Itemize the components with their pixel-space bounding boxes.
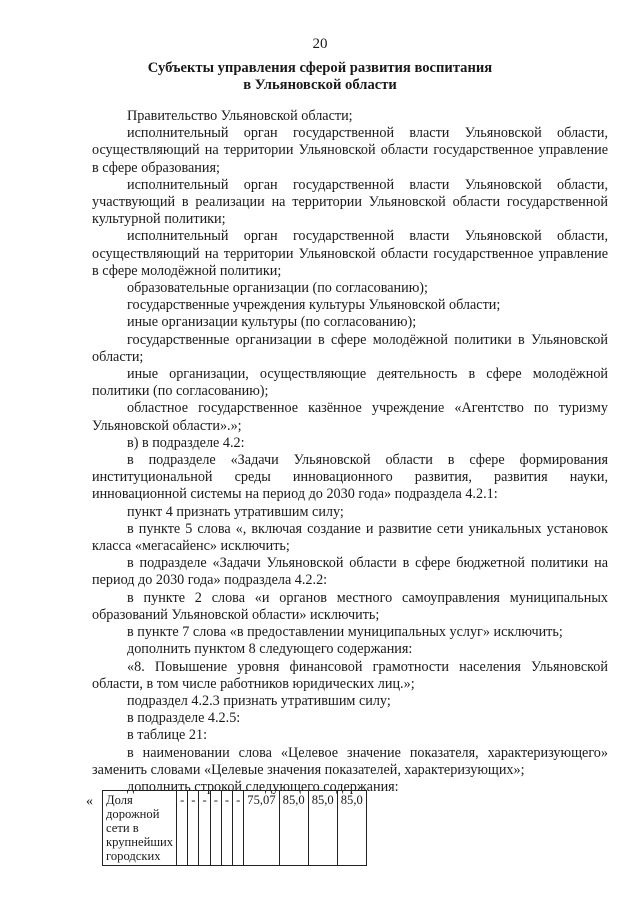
paragraph: в таблице 21: [127,727,208,744]
paragraph: иные организации культуры (по согласованию); [127,314,417,331]
table-cell: - [199,791,210,866]
paragraph: в) в подразделе 4.2: [127,434,245,451]
table-cell: 75,07 [244,791,279,866]
table-cell: 85,0 [337,791,366,866]
document-body [92,108,608,796]
paragraph: исполнительный орган государственной власти Ульяновской области, осуществляющий на территории Ульяновской области государственное управление в сфере молодёжной политики; [92,228,608,279]
heading-line-2: в Ульяновской области [243,77,397,93]
paragraph: «8. Повышение уровня финансовой грамотности населения Ульяновской области, в том числе работников юридических лиц.»; [92,658,608,692]
paragraph: Правительство Ульяновской области; [127,108,353,124]
paragraph: образовательные организации (по согласованию); [127,280,428,297]
paragraph: государственные организации в сфере молодёжной политики в Ульяновской области; [92,331,608,365]
paragraph: исполнительный орган государственной власти Ульяновской области, осуществляющий на территории Ульяновской области государственное управление в сфере образования; [92,125,608,176]
table-cell: 85,0 [279,791,308,866]
paragraph: в пункте 5 слова «, включая создание и развитие сети уникальных установок класса «мегасайенс» исключить; [92,520,608,555]
paragraph: дополнить пунктом 8 следующего содержания: [127,641,413,658]
section-heading [0,60,640,94]
paragraph: дополнить строкой следующего содержания: [127,778,399,795]
table-cell: - [177,791,188,866]
heading-line-1: Субъекты управления сферой развития воспитания [147,60,493,76]
paragraph: в подразделе «Задачи Ульяновской области в сфере формирования институциональной среды инновационного развития, развития науки, инновационной системы на период до 2030 года» подраздела 4.2.1: [92,452,608,503]
table-cell: - [188,791,199,866]
paragraph: в пункте 2 слова «и органов местного самоуправления муниципальных образований Ульяновской области» исключить; [92,589,608,623]
paragraph: в наименовании слова «Целевое значение показателя, характеризующего» заменить словами «Целевые значения показателей, характеризующих»; [92,744,608,778]
paragraph: областное государственное казённое учреждение «Агентство по туризму Ульяновской области».»; [92,400,608,434]
table-row [103,791,367,866]
paragraph: в подразделе «Задачи Ульяновской области в сфере бюджетной политики на период до 2030 года» подраздела 4.2.2: [92,555,608,589]
paragraph: подраздел 4.2.3 признать утратившим силу; [127,692,391,709]
paragraph: в подразделе 4.2.5: [127,710,241,727]
indicator-table [102,790,367,866]
paragraph: в пункте 7 слова «в предоставлении муниципальных услуг» исключить; [127,624,563,641]
table-cell: - [221,791,232,866]
page-number: 20 [312,36,328,52]
paragraph: исполнительный орган государственной власти Ульяновской области, участвующий в реализации на территории Ульяновской области государственной культурной политики; [92,176,608,228]
opening-quote: « [86,794,93,809]
table-cell: - [233,791,244,866]
paragraph: иные организации, осуществляющие деятельность в сфере молодёжной политики (по согласованию); [92,366,608,400]
table-cell: - [210,791,221,866]
indicator-name-cell: Доля дорожной сети в крупнейших городских [103,791,177,866]
table-cell: 85,0 [308,791,337,866]
paragraph: государственные учреждения культуры Ульяновской области; [127,297,501,314]
paragraph: пункт 4 признать утратившим силу; [127,503,344,520]
